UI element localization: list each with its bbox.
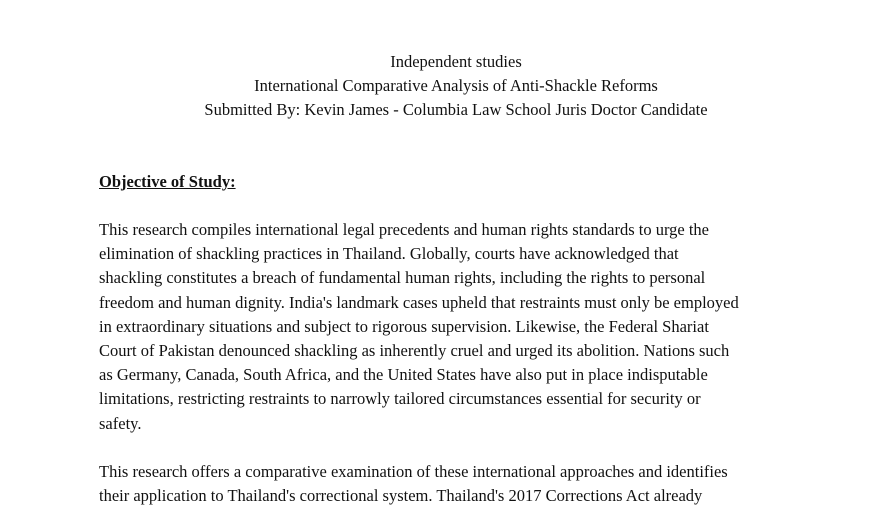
paragraph-line: This research offers a comparative examination of these international approaches and identifies xyxy=(99,462,728,481)
author-line: Submitted By: Kevin James - Columbia Law School Juris Doctor Candidate xyxy=(204,100,708,119)
document-title: International Comparative Analysis of Anti-Shackle Reforms xyxy=(254,76,658,95)
paragraph-line: elimination of shackling practices in Thailand. Globally, courts have acknowledged that xyxy=(99,244,679,264)
header-label: Independent studies xyxy=(390,52,522,71)
paragraph-line: freedom and human dignity. India's landmark cases upheld that restraints must only be employed xyxy=(99,292,739,312)
paragraph-line: limitations, restricting restraints to narrowly tailored circumstances essential for security or xyxy=(99,389,701,409)
paragraph-line: as Germany, Canada, South Africa, and the United States have also put in place indisputable xyxy=(99,365,708,385)
paragraph-line: Court of Pakistan denounced shackling as inherently cruel and urged its abolition. Nations such xyxy=(99,341,730,361)
section-heading: Objective of Study: xyxy=(99,172,236,191)
paragraph-line: safety. xyxy=(99,413,142,433)
document-header xyxy=(0,50,894,122)
paragraph-line: shackling constitutes a breach of fundamental human rights, including the rights to personal xyxy=(99,268,706,288)
paragraph-line: This research compiles international legal precedents and human rights standards to urge the xyxy=(99,220,710,239)
paragraph-objective xyxy=(99,218,739,436)
paragraph-line: in extraordinary situations and subject to rigorous supervision. Likewise, the Federal Shariat xyxy=(99,316,709,336)
paragraph-comparative xyxy=(99,460,728,508)
paragraph-line: their application to Thailand's correctional system. Thailand's 2017 Corrections Act already xyxy=(99,486,703,506)
